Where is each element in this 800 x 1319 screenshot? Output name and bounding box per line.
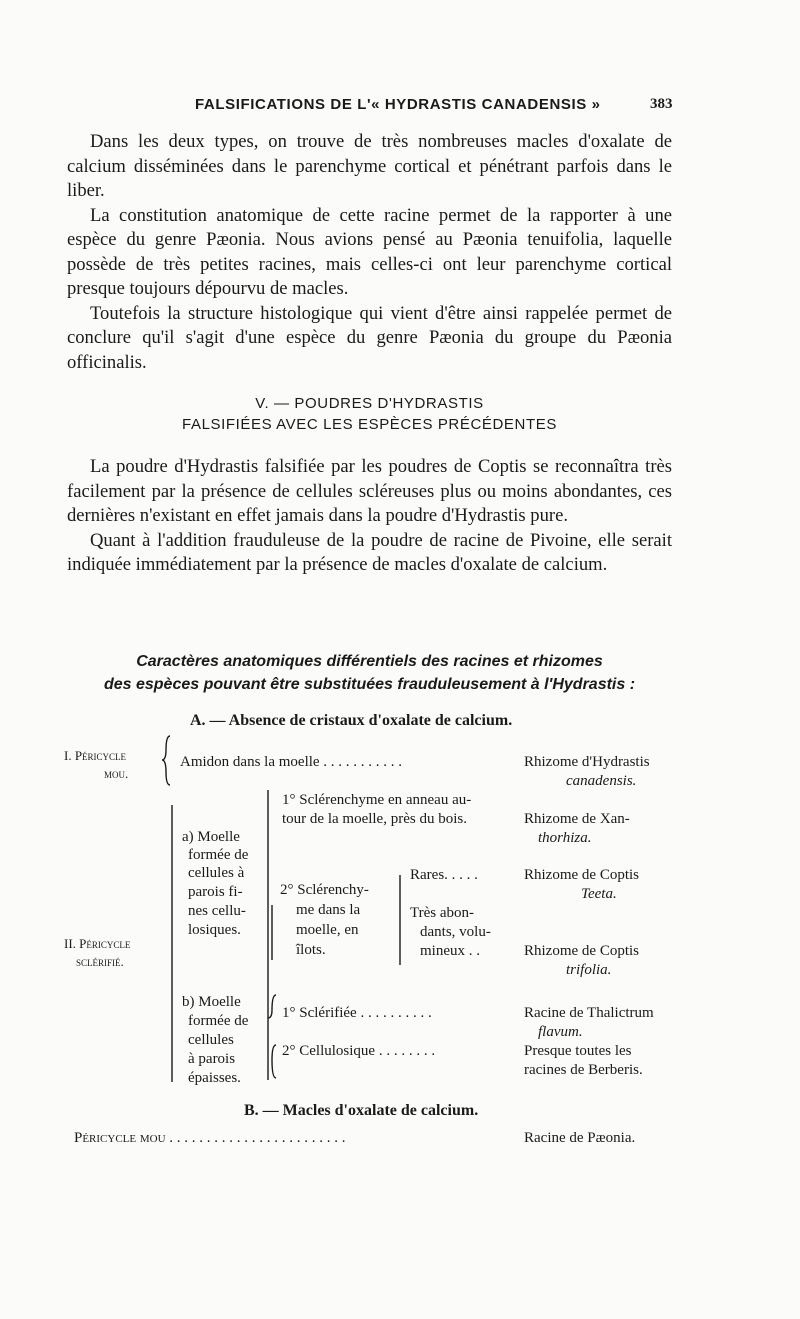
key-a-line: formée de [188, 847, 249, 863]
key-result-hydrastis-2: canadensis. [566, 773, 637, 789]
key-scl2-line: moelle, en [296, 922, 359, 938]
key-sclerifiee: 1° Sclérifiée . . . . . . . . . . [282, 1005, 432, 1021]
key-label-sclerifie: sclérifié. [76, 954, 124, 969]
paragraph: La poudre d'Hydrastis falsifiée par les poudres de Coptis se reconnaîtra très facilement par la présence de cellules scléreuses plus ou moins abondantes, ces dernières n'existant en effet jamais dans la poudre d'Hydrastis pure. [67, 456, 672, 526]
key-result-thalictrum-2: flavum. [538, 1024, 583, 1040]
key-result-thalictrum: Racine de Thalictrum [524, 1005, 654, 1021]
paragraph: Dans les deux types, on trouve de très nombreuses macles d'oxalate de calcium disséminées dans le parenchyme cortical et pénétrant parfois dans le liber. [67, 131, 672, 201]
key-b-line: à parois [188, 1051, 236, 1067]
paragraph: Toutefois la structure histologique qui vient d'être ainsi rappelée permet de conclure qu'il s'agit d'une espèce du genre Pæonia du groupe du Pæonia officinalis. [67, 302, 672, 373]
key-b-line: épaisses. [188, 1070, 241, 1086]
running-title: FALSIFICATIONS DE L'« HYDRASTIS CANADENSIS » [195, 96, 601, 113]
key-label-mou: mou. [104, 766, 129, 781]
key-a-line: cellules à [188, 865, 245, 881]
key-result-hydrastis: Rhizome d'Hydrastis [524, 754, 650, 770]
key-abondants-line: dants, volu- [420, 924, 491, 940]
key-scl2-line: 2° Sclérenchy- [280, 882, 369, 898]
key-amidon: Amidon dans la moelle . . . . . . . . . . . [180, 754, 403, 770]
key-scl2-line: me dans la [296, 902, 361, 918]
brace-lines [162, 736, 403, 1082]
key-a-line: nes cellu- [188, 903, 246, 919]
key-b-line: formée de [188, 1013, 249, 1029]
key-a-line: parois fi- [188, 884, 243, 900]
caption-line: des espèces pouvant être substituées frauduleusement à l'Hydrastis : [103, 676, 636, 693]
paragraph: Quant à l'addition frauduleuse de la poudre de racine de Pivoine, elle serait indiquée immédiatement par la présence de macles d'oxalate de calcium. [67, 529, 672, 575]
key-result-xanthorhiza: Rhizome de Xan- [524, 811, 630, 827]
key-result-coptis-trifolia-2: trifolia. [566, 962, 612, 978]
key-heading-a: A. — Absence de cristaux d'oxalate de calcium. [190, 712, 513, 729]
caption-line: Caractères anatomiques différentiels des racines et rhizomes [136, 653, 603, 670]
section-heading-line: V. — POUDRES D'HYDRASTIS [255, 395, 484, 412]
key-pericycle-mou-b: Péricycle mou . . . . . . . . . . . . . . . . . . . . . . . . [74, 1130, 346, 1146]
key-b-line: b) Moelle [182, 994, 241, 1010]
key-result-coptis-teeta: Rhizome de Coptis [524, 867, 639, 883]
key-result-berberis-2: racines de Berberis. [524, 1062, 643, 1078]
key-sclerenchyme-1b: tour de la moelle, près du bois. [282, 811, 467, 827]
key-label-pericycle-mou: I. Péricycle [64, 748, 127, 763]
key-sclerenchyme-1a: 1° Sclérenchyme en anneau au- [282, 792, 472, 808]
key-result-paeonia: Racine de Pæonia. [524, 1130, 636, 1146]
section-heading-line: FALSIFIÉES AVEC LES ESPÈCES PRÉCÉDENTES [182, 416, 557, 433]
key-scl2-line: îlots. [296, 942, 326, 958]
key-a-line: losiques. [188, 922, 241, 938]
key-label-pericycle-sclerifie: II. Péricycle [64, 936, 131, 951]
key-cellulosique: 2° Cellulosique . . . . . . . . [282, 1043, 436, 1059]
key-result-berberis: Presque toutes les [524, 1043, 632, 1059]
key-result-coptis-trifolia: Rhizome de Coptis [524, 943, 639, 959]
key-a-line: a) Moelle [182, 829, 240, 845]
key-result-xanthorhiza-2: thorhiza. [538, 830, 592, 846]
paragraph: La constitution anatomique de cette racine permet de la rapporter à une espèce du genre Pæonia. Nous avions pensé au Pæonia tenuifolia, laquelle possède de très petites racines, mais celles-ci ont leur parenchyme cortical presque toujours dépourvu de macles. [67, 204, 672, 299]
key-heading-b: B. — Macles d'oxalate de calcium. [244, 1102, 479, 1119]
key-result-coptis-teeta-2: Teeta. [581, 886, 617, 902]
key-abondants-line: mineux . . [420, 943, 480, 959]
key-abondants-line: Très abon- [410, 905, 475, 921]
page-number: 383 [650, 96, 673, 112]
key-rares: Rares. . . . . [410, 867, 478, 883]
key-b-line: cellules [188, 1032, 234, 1048]
